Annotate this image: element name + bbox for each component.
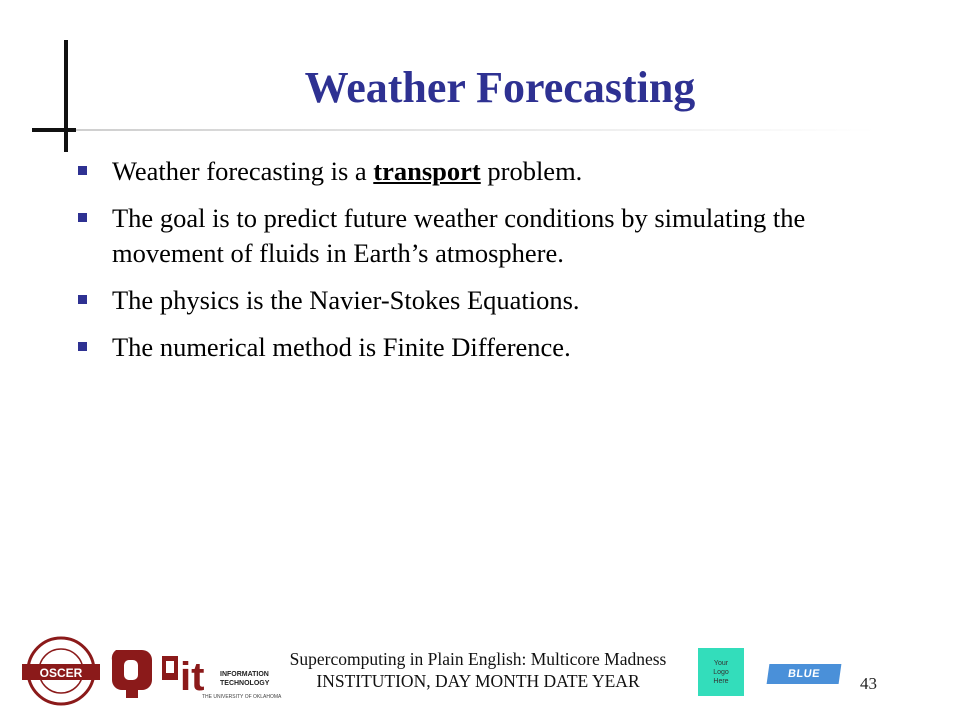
oscer-logo [18, 636, 104, 706]
footer-line-1: Supercomputing in Plain English: Multicore Madness [289, 649, 667, 669]
corner-vertical-line [64, 40, 68, 152]
page-number: 43 [860, 674, 877, 693]
title-underline-rule [76, 129, 876, 131]
blue-waters-logo: BLUE WATERS [767, 664, 842, 684]
square-bullet-icon [78, 342, 87, 351]
bullet-item: The goal is to predict future weather conditions by simulating the movement of fluids in Earth’s atmosphere. [72, 201, 892, 271]
square-bullet-icon [78, 166, 87, 175]
bullet-item: The numerical method is Finite Difference. [72, 330, 892, 365]
bullet-list [72, 154, 892, 377]
svg-text:INFORMATION: INFORMATION [220, 671, 269, 678]
footer-caption [262, 648, 694, 692]
square-bullet-icon [78, 295, 87, 304]
bullet-item: The physics is the Navier-Stokes Equations. [72, 283, 892, 318]
svg-text:OSCER: OSCER [39, 666, 83, 680]
it-logo [162, 646, 282, 702]
footer-line-2: INSTITUTION, DAY MONTH DATE YEAR [316, 671, 640, 691]
bullet-item: Weather forecasting is a transport problem. [72, 154, 892, 189]
svg-text:THE UNIVERSITY OF OKLAHOMA: THE UNIVERSITY OF OKLAHOMA [202, 694, 282, 700]
svg-text:it: it [180, 655, 205, 699]
your-logo-placeholder: Your Logo Here [698, 648, 744, 696]
square-bullet-icon [78, 213, 87, 222]
slide-title: Weather Forecasting [304, 63, 696, 112]
svg-text:OU: OU [134, 658, 136, 659]
ou-logo [110, 644, 160, 704]
svg-text:TECHNOLOGY: TECHNOLOGY [220, 680, 270, 687]
emphasized-term: transport [373, 156, 481, 186]
corner-horizontal-line [32, 128, 76, 132]
